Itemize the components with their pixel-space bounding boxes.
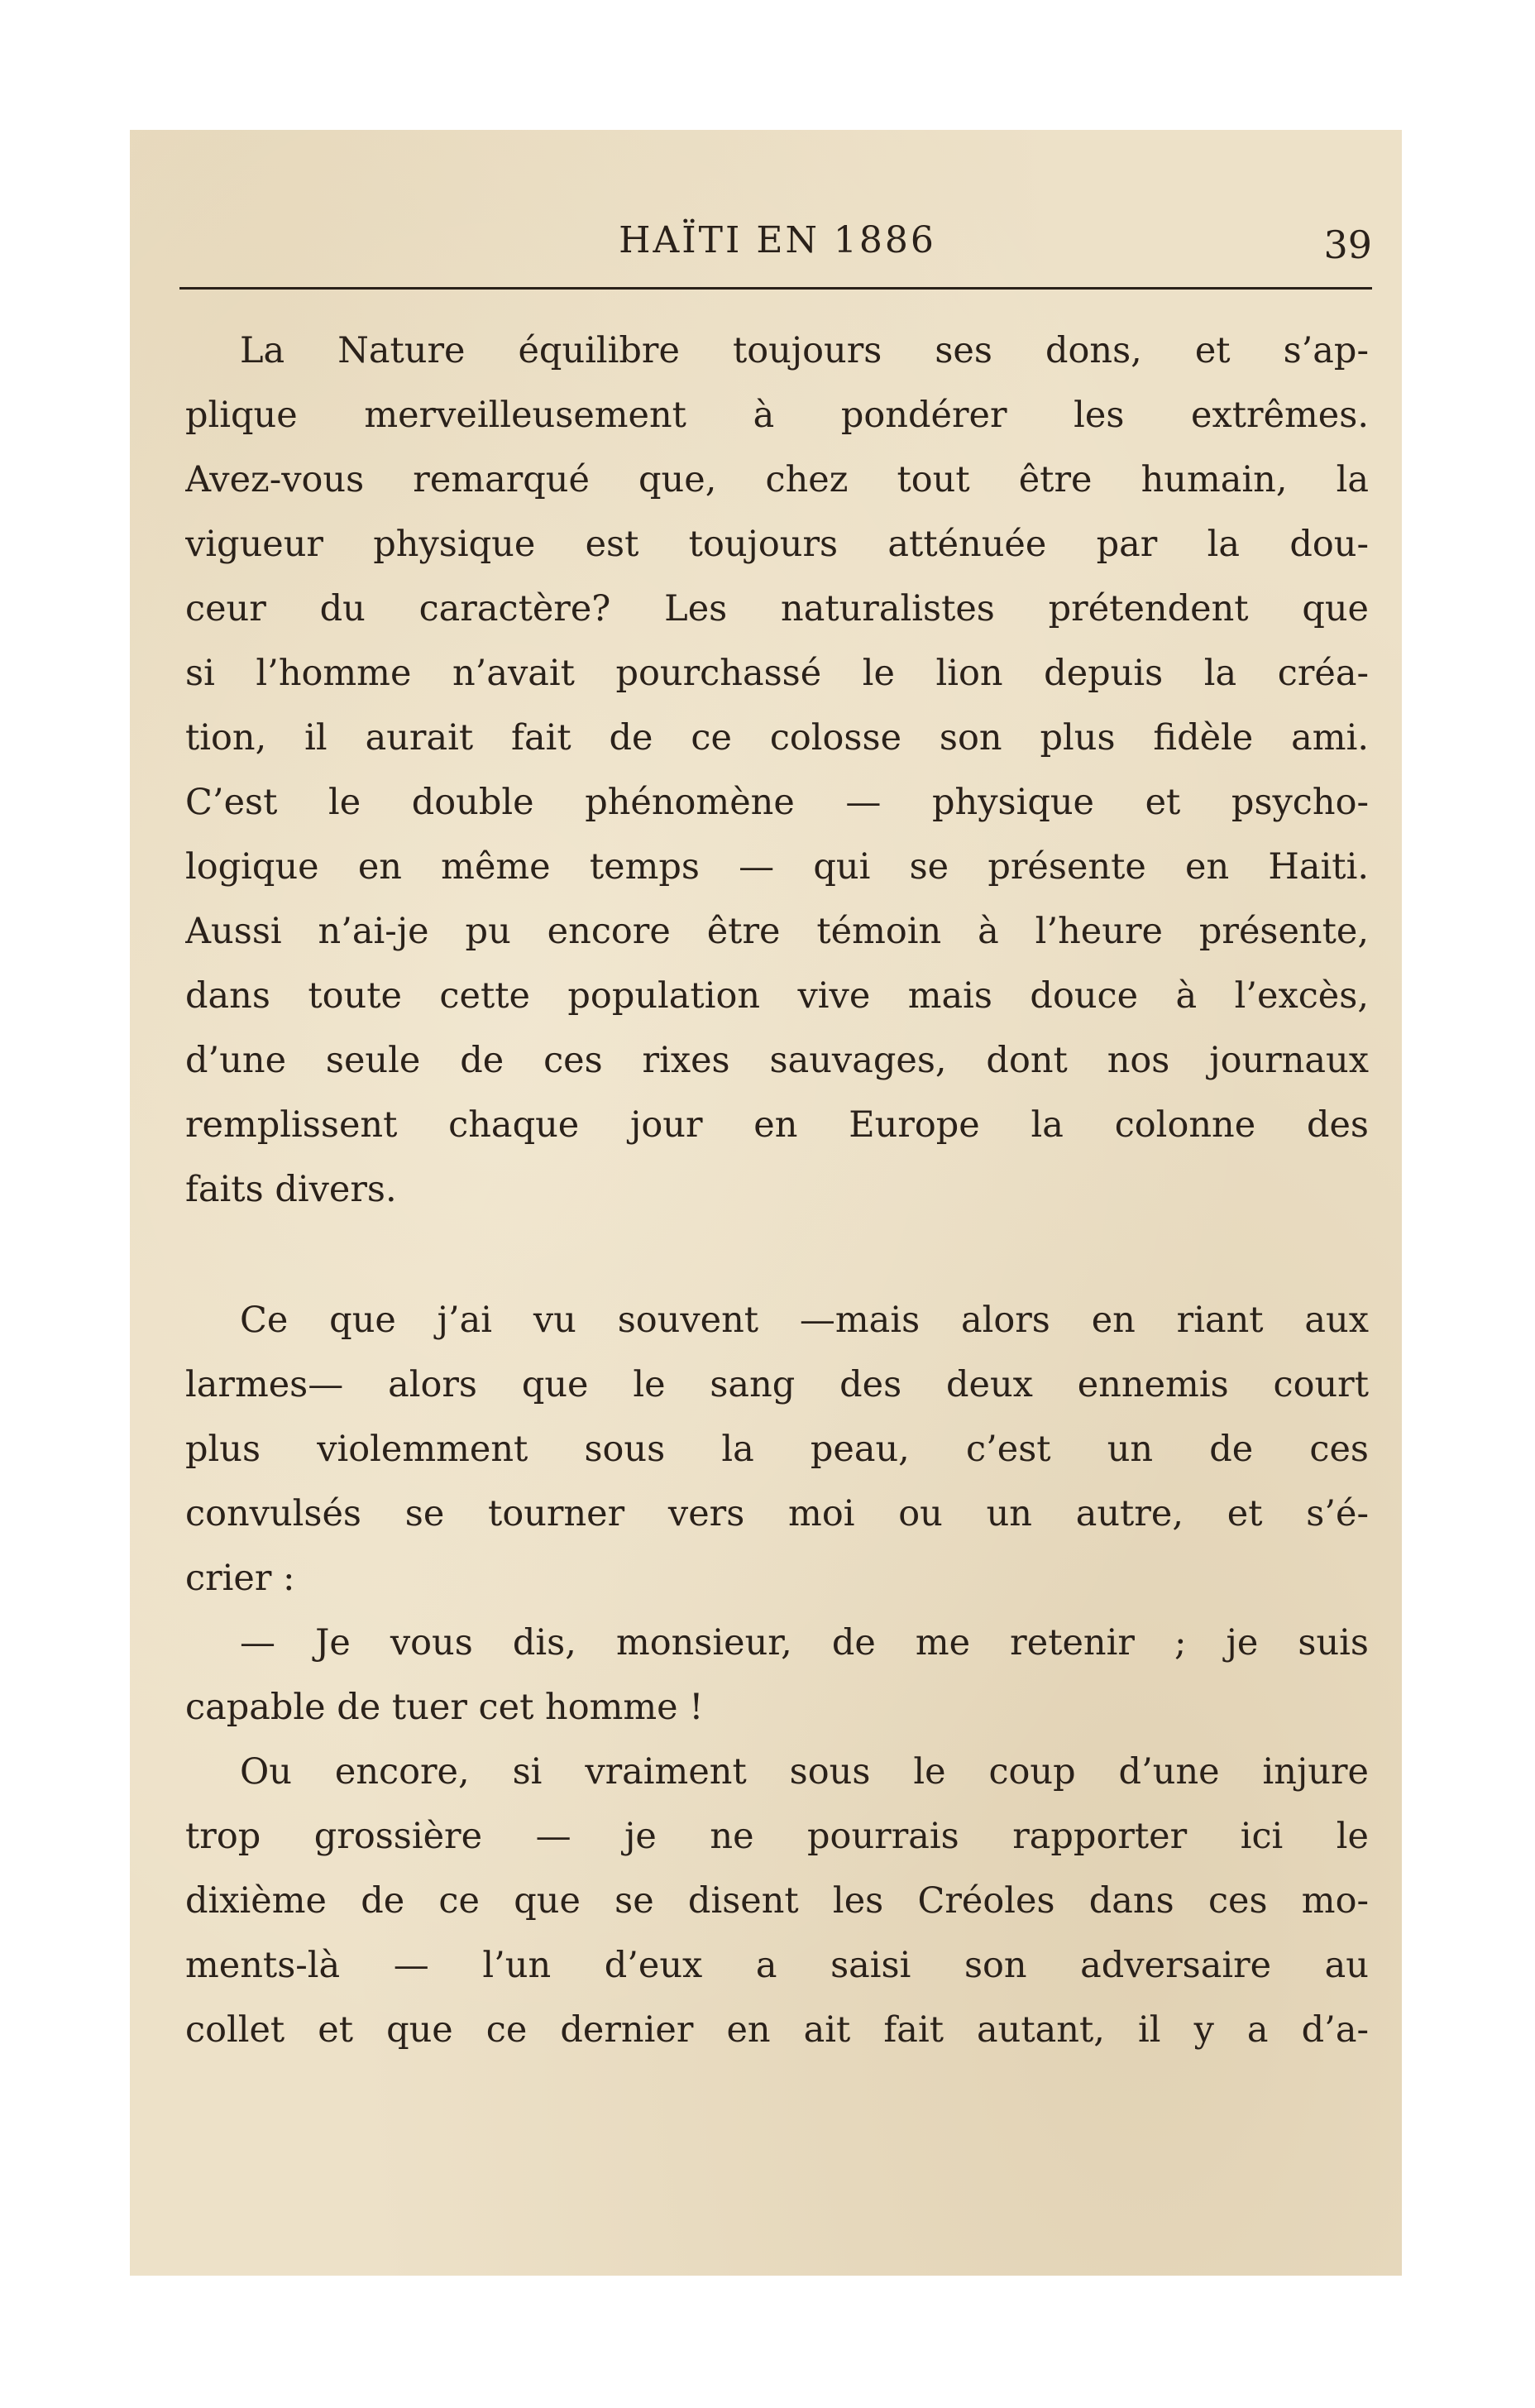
text-line: dans toute cette population vive mais douce à l’excès,: [185, 975, 1369, 1017]
text-line: crier :: [185, 1558, 295, 1599]
text-line: Aussi n’ai-je pu encore être témoin à l’heure présente,: [185, 911, 1369, 952]
paragraph: [185, 1288, 1369, 1611]
text-line: plus violemment sous la peau, c’est un de ces: [185, 1429, 1369, 1470]
text-line: logique en même temps — qui se présente en Haiti.: [185, 846, 1369, 888]
paragraph-gap: [185, 1222, 1369, 1288]
header-rule: [179, 287, 1372, 290]
text-line: capable de tuer cet homme !: [185, 1687, 704, 1728]
text-line: La Nature équilibre toujours ses dons, et s’ap-: [240, 330, 1369, 371]
text-line: d’une seule de ces rixes sauvages, dont nos journaux: [185, 1040, 1369, 1081]
body-text: [185, 318, 1369, 2062]
text-line: dixième de ce que se disent les Créoles dans ces mo-: [185, 1880, 1369, 1922]
text-line: larmes— alors que le sang des deux ennemis court: [185, 1364, 1369, 1405]
text-line: remplissent chaque jour en Europe la colonne des: [185, 1104, 1369, 1146]
running-head: [183, 219, 1372, 285]
text-line: plique merveilleusement à pondérer les extrêmes.: [185, 395, 1369, 436]
text-line: vigueur physique est toujours atténuée par la dou-: [185, 524, 1369, 565]
text-line: trop grossière — je ne pourrais rapporter ici le: [185, 1816, 1369, 1857]
text-line: convulsés se tourner vers moi ou un autre, et s’é-: [185, 1493, 1369, 1534]
book-page: [130, 130, 1402, 2276]
text-line: ceur du caractère? Les naturalistes prétendent que: [185, 588, 1369, 630]
paragraph: [185, 318, 1369, 1222]
text-line: collet et que ce dernier en ait fait autant, il y a d’a-: [185, 2009, 1369, 2051]
text-line: Ce que j’ai vu souvent —mais alors en riant aux: [240, 1300, 1369, 1341]
text-line: ments-là — l’un d’eux a saisi son adversaire au: [185, 1945, 1369, 1986]
text-line: Ou encore, si vraiment sous le coup d’une injure: [240, 1751, 1369, 1793]
text-line: faits divers.: [185, 1169, 397, 1210]
text-line: Avez-vous remarqué que, chez tout être humain, la: [185, 459, 1369, 500]
page-number: 39: [1323, 223, 1372, 267]
paragraph: [185, 1611, 1369, 1740]
running-title: HAÏTI EN 1886: [619, 219, 936, 261]
paragraph: [185, 1740, 1369, 2062]
text-line: si l’homme n’avait pourchassé le lion depuis la créa-: [185, 653, 1369, 694]
text-line: tion, il aurait fait de ce colosse son plus fidèle ami.: [185, 717, 1369, 759]
text-line: — Je vous dis, monsieur, de me retenir ; je suis: [240, 1622, 1369, 1664]
text-line: C’est le double phénomène — physique et psycho-: [185, 782, 1369, 823]
